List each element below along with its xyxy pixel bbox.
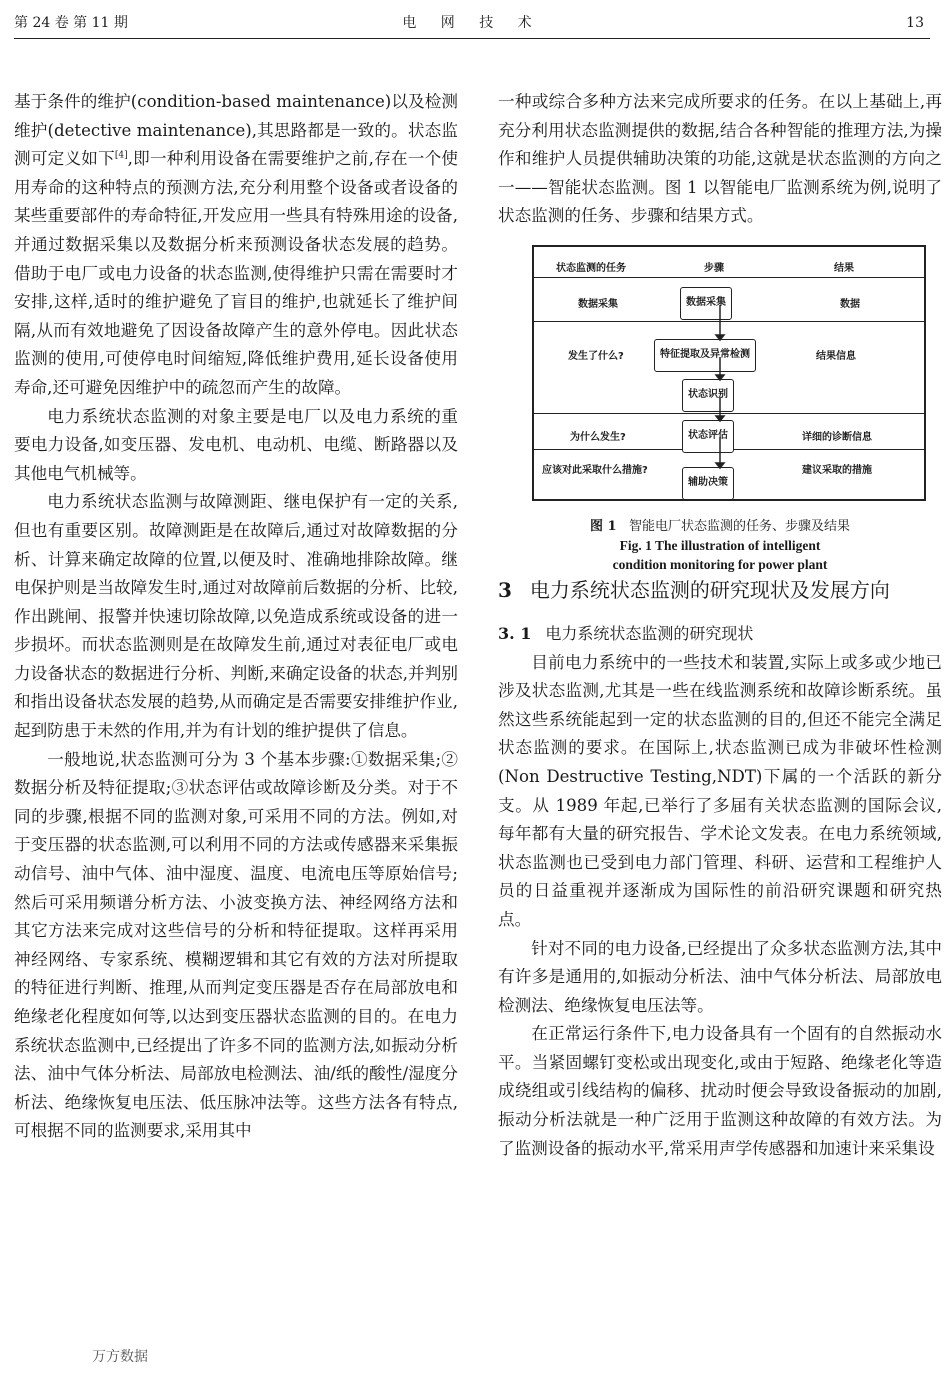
paragraph: 电力系统状态监测与故障测距、继电保护有一定的关系,但也有重要区别。故障测距是在故障后,通过对故障数据的分析、计算来确定故障的位置,以便及时、准确地排除故障。继电保护则是当故障发生时,通过对故障前后数据的分析、比较,作出跳闸、报警并快速切除故障,以免造成系统或设备的进一步损坏。而状态监测则是在故障发生前,通过对表征电厂或电力设备状态的数据进行分析、判断,来确定设备的状态,并判别和指出设备状态发展的趋势,从而确定是否需要安排维护作业,起到防患于未然的作用,并为有计划的维护提供了信息。 — [14, 492, 458, 741]
caption-cn — [498, 517, 942, 536]
row-task: 应该对此采取什么措施? — [542, 464, 648, 476]
paragraph — [14, 88, 458, 403]
journal-name: 电 网 技 术 — [402, 15, 542, 31]
header-step: 步骤 — [704, 262, 724, 274]
left-column — [14, 88, 458, 1146]
section-heading — [498, 575, 942, 606]
running-header — [14, 8, 930, 39]
header-result: 结果 — [834, 262, 854, 274]
caption-en-line2: condition monitoring for power plant — [612, 556, 828, 572]
paragraph: 针对不同的电力设备,已经提出了众多状态监测方法,其中有许多是通用的,如振动分析法、油中气体分析法、局部放电检测法、绝缘恢复电压法等。 — [498, 938, 942, 1015]
row-result: 数据 — [840, 298, 860, 310]
step-box: 状态识别 — [682, 379, 734, 412]
journal-volume: 第 24 卷 第 11 期 — [14, 15, 128, 31]
page-number: 13 — [906, 15, 924, 31]
row-result: 详细的诊断信息 — [802, 431, 872, 443]
paragraph-text: ,即一种利用设备在需要维护之前,存在一个使用寿命的这种特点的预测方法,充分利用整个设备或者设备的某些重要部件的寿命特征,开发应用一些具有特殊用途的设备,并通过数据采集以及数据分析来预测设备状态发展的趋势。借助于电厂或电力设备的状态监测,使得维护只需在需要时才安排,这样,适时的维护避免了盲目的维护,也就延长了维护间隔,从而有效地避免了因设备故障产生的意外停电。因此状态监测的使用,可使停电时间缩短,降低维护费用,延长设备使用寿命,还可避免因维护中的疏忽而产生的故障。 — [14, 149, 458, 397]
paragraph-text: 基于条件的维护(condition-based maintenance)以及检测维护(detective maintenance),其思路都是一致的。状态监测可定义如下 — [14, 92, 458, 169]
step-box: 特征提取及异常检测 — [654, 339, 756, 372]
paragraph: 在正常运行条件下,电力设备具有一个固有的自然振动水平。当紧固螺钉变松或出现变化,或由于短路、绝缘老化等造成绕组或引线结构的偏移、扰动时便会导致设备振动的加剧,振动分析法就是一种广泛用于监测这种故障的有效方法。为了监测设备的振动水平,常采用声学传感器和加速计来采集设 — [498, 1024, 942, 1158]
paragraph: 电力系统状态监测的对象主要是电厂以及电力系统的重要电力设备,如变压器、发电机、电动机、电缆、断路器以及其他电气机械等。 — [14, 406, 458, 483]
arrow-head — [716, 335, 724, 340]
step-box: 辅助决策 — [682, 467, 734, 500]
right-column — [498, 88, 942, 1163]
caption-en-line1: Fig. 1 The illustration of intelligent — [619, 537, 821, 553]
flow-diagram — [532, 245, 926, 501]
arrow-head — [716, 463, 724, 468]
paragraph: 目前电力系统中的一些技术和装置,实际上或多或少地已涉及状态监测,尤其是一些在线监测系统和故障诊断系统。虽然这些系统能起到一定的状态监测的目的,但还不能完全满足状态监测的要求。在国际上,状态监测已成为非破坏性检测(Non Destructive Testing,NDT)下属的一个活跃的新分支。从 1989 年起,已举行了多届有关状态监测的国际会议,每年都有大量的研究报告、学术论文发表。在电力系统领域,状态监测也已受到电力部门管理、科研、运营和工程维护人员的日益重视并逐渐成为国际性的前沿研究课题和研究热点。 — [498, 652, 942, 929]
row-task: 数据采集 — [578, 298, 618, 310]
row-task: 发生了什么? — [568, 350, 624, 362]
section-number: 3 — [498, 577, 512, 602]
row-task: 为什么发生? — [570, 431, 626, 443]
section-title: 电力系统状态监测的研究现状及发展方向 — [529, 577, 890, 602]
step-box: 数据采集 — [680, 287, 732, 320]
caption-cn-text: 智能电厂状态监测的任务、步骤及结果 — [628, 518, 850, 534]
arrow-head — [716, 416, 724, 421]
figure-1 — [498, 245, 942, 572]
step-box: 状态评估 — [682, 420, 734, 453]
figure-caption — [498, 517, 942, 574]
subsection-heading — [498, 620, 942, 649]
figure-label: 图 1 — [590, 518, 617, 534]
paragraph: 一种或综合多种方法来完成所要求的任务。在以上基础上,再充分利用状态监测提供的数据,结合各种智能的推理方法,为操作和维护人员提供辅助决策的功能,这就是状态监测的方向之一——智能状态监测。图 1 以智能电厂监测系统为例,说明了状态监测的任务、步骤和结果方式。 — [498, 92, 942, 226]
paragraph: 一般地说,状态监测可分为 3 个基本步骤:①数据采集;②数据分析及特征提取;③状态评估或故障诊断及分类。对于不同的步骤,根据不同的监测对象,可采用不同的方法。例如,对于变压器的状态监测,可以利用不同的方法或传感器来采集振动信号、油中气体、油中湿度、温度、电流电压等原始信号;然后可采用频谱分析方法、小波变换方法、神经网络方法和其它方法来完成对这些信号的分析和特征提取。这样再采用神经网络、专家系统、模糊逻辑和其它有效的方法对所提取的特征进行判断、推理,从而判定变压器是否存在局部放电和绝缘老化程度如何等,以达到变压器状态监测的目的。在电力系统状态监测中,已经提出了许多不同的监测方法,如振动分析法、油中气体分析法、局部放电检测法、油/纸的酸性/湿度分析法、绝缘恢复电压法、低压脉冲法等。这些方法各有特点,可根据不同的监测要求,采用其中 — [14, 749, 458, 1141]
subsection-title: 电力系统状态监测的研究现状 — [545, 623, 754, 643]
watermark: 万方数据 — [92, 1349, 148, 1365]
reference-marker[interactable]: [4] — [114, 150, 128, 161]
row-result: 结果信息 — [816, 350, 856, 362]
subsection-number: 3. 1 — [498, 623, 532, 643]
arrow-head — [716, 375, 724, 380]
diagram-arrows — [534, 247, 924, 499]
header-task: 状态监测的任务 — [556, 262, 626, 274]
row-result: 建议采取的措施 — [802, 464, 872, 476]
